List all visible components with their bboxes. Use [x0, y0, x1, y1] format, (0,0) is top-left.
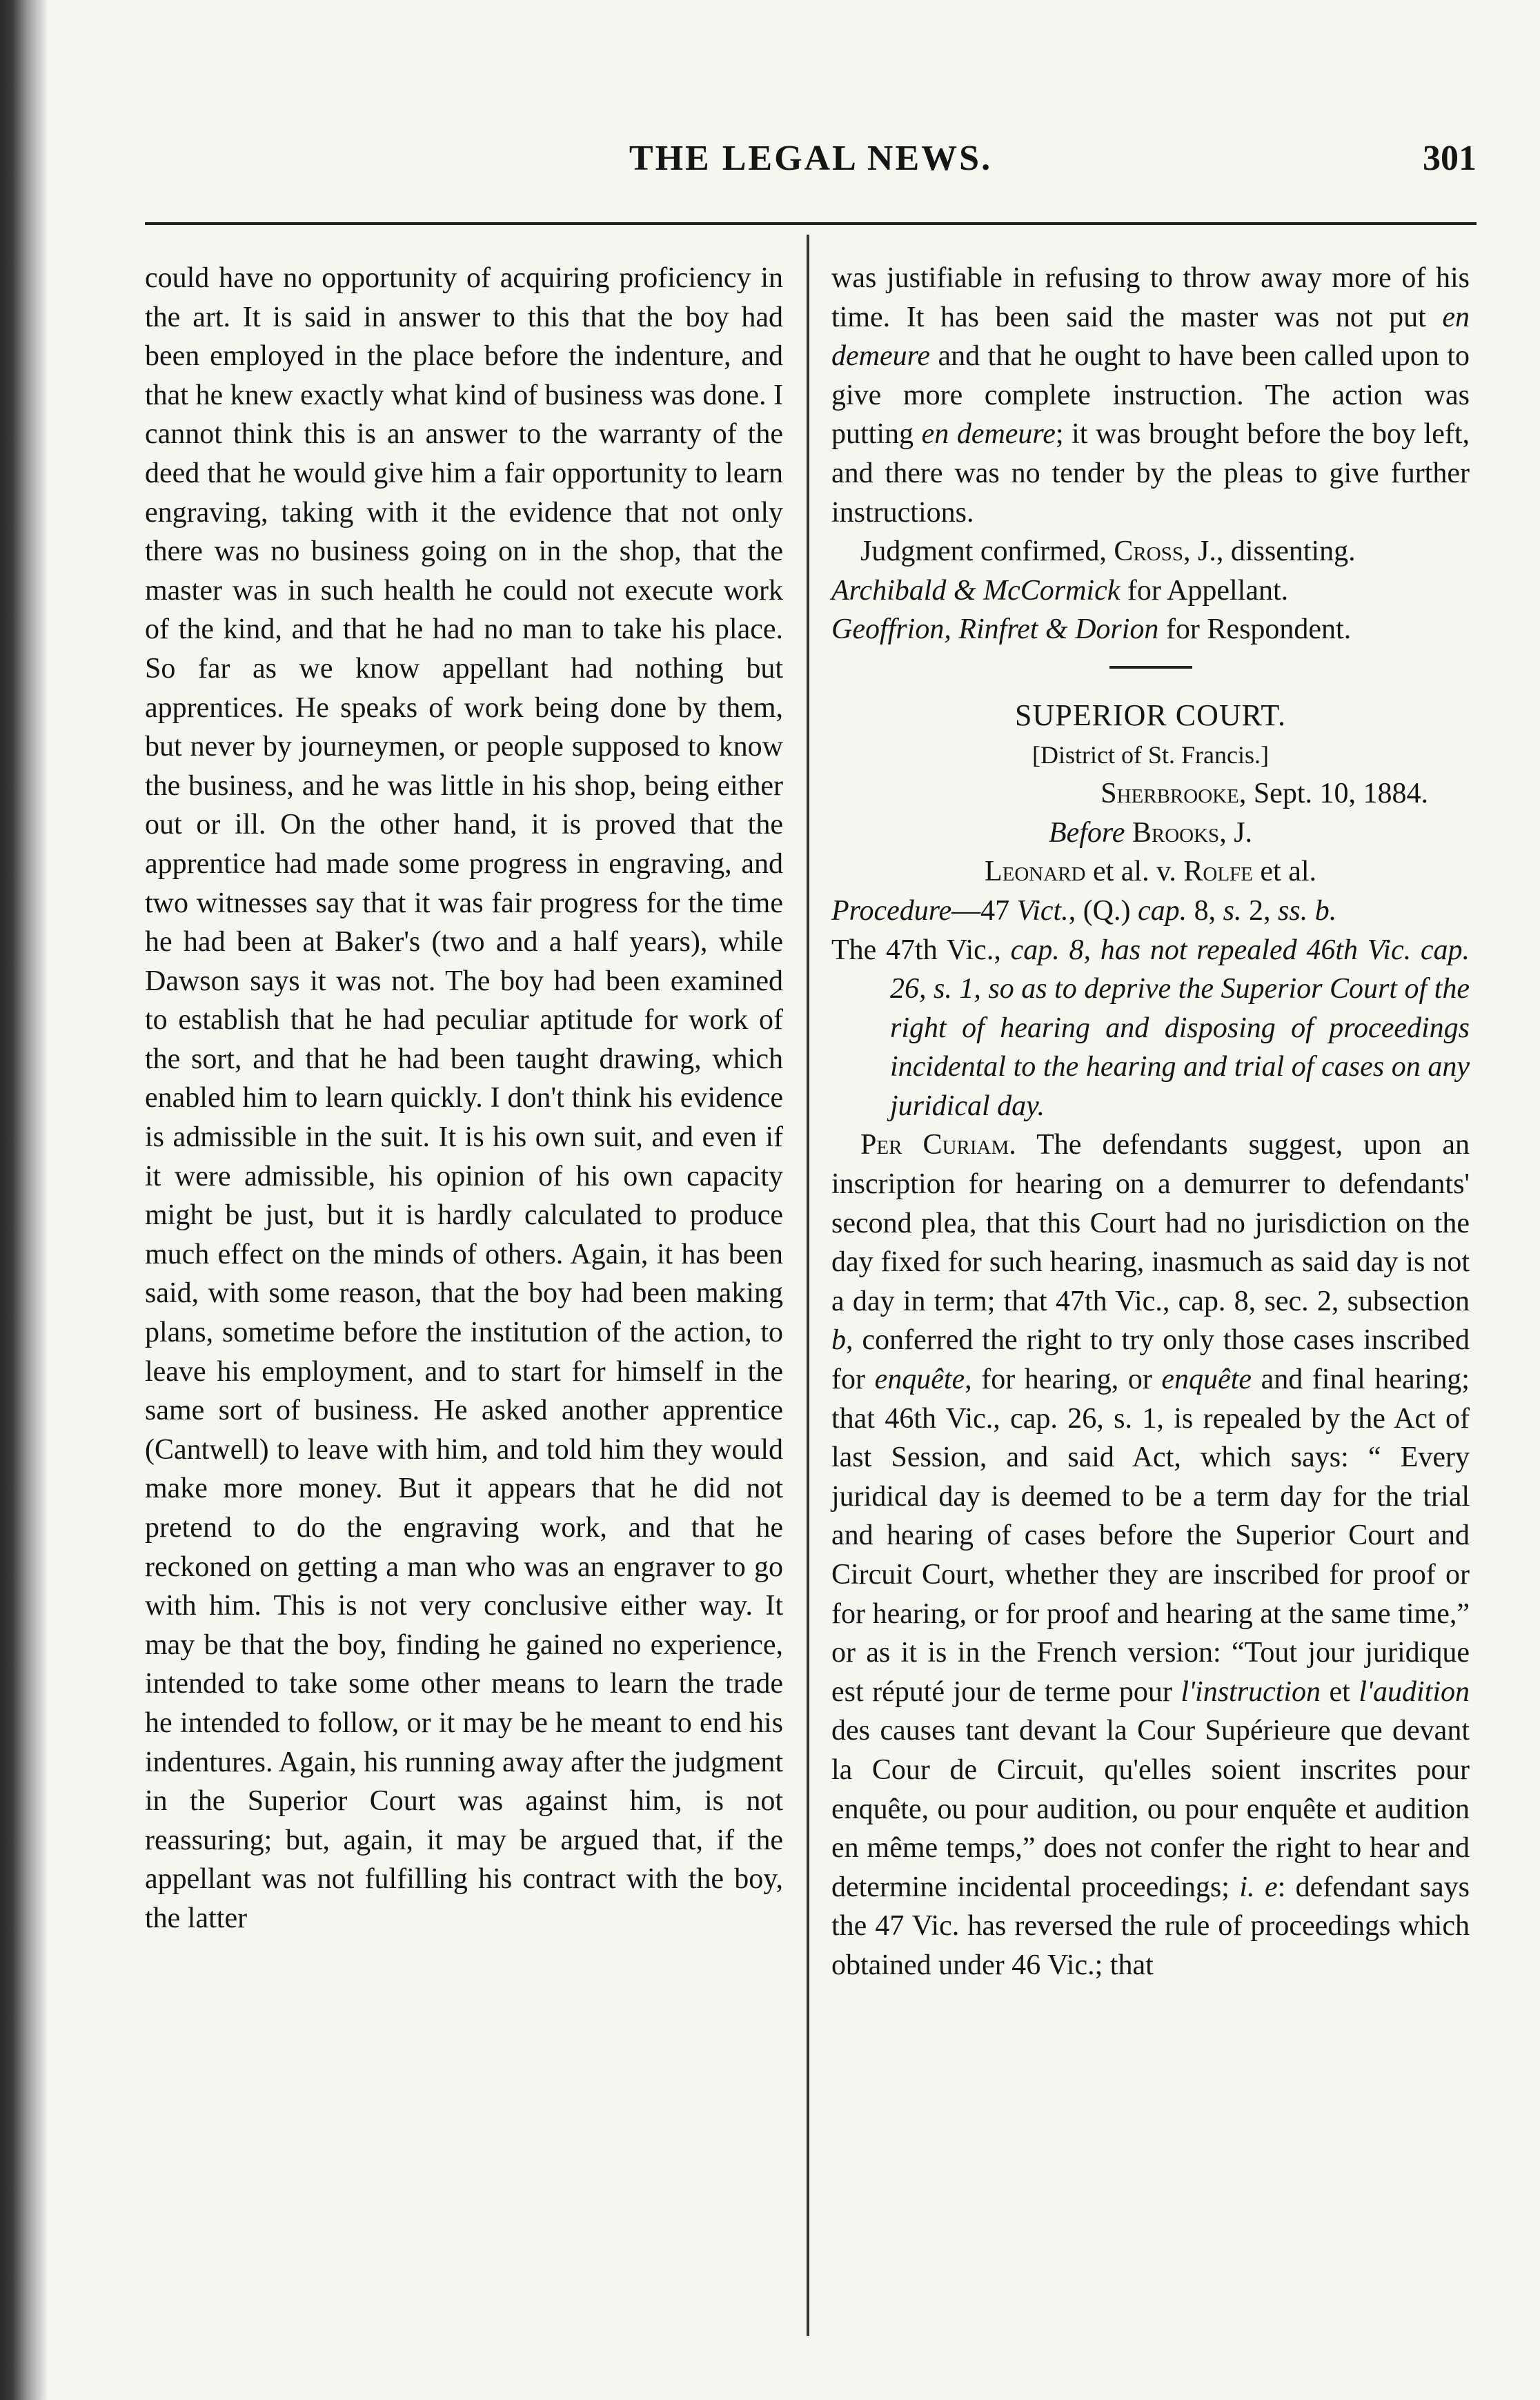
page-number: 301	[1423, 139, 1477, 178]
judge-name: Cross	[1114, 535, 1183, 568]
text-run: s.	[1223, 894, 1242, 927]
party-name: Leonard	[984, 856, 1086, 888]
counsel-role: for Appellant.	[1120, 574, 1289, 607]
right-column	[831, 259, 1470, 1985]
text-run: and final hearing; that 46th Vic., cap. 26, s. 1, is repealed by the Act of last Session, and said Act, which says: “ Every juridical day is deemed to be a term day for the trial and hearing of cases before the Superior Court and Circuit Court, whether they are inscribed for proof or for hearing, or for proof and hearing at the same time,” or as it is in the French version: “Tout jour juridique est réputé jour de terme pour	[831, 1364, 1470, 1708]
per-curiam-paragraph	[831, 1125, 1470, 1985]
text-run: was justifiable in refusing to throw away more of his time. It has been said the master was not put	[831, 262, 1470, 333]
running-title: THE LEGAL NEWS.	[629, 139, 993, 178]
italic-phrase: enquête	[874, 1364, 965, 1396]
italic-phrase: l'audition	[1359, 1675, 1470, 1708]
italic-phrase: b	[831, 1324, 846, 1357]
judge-name: Brooks	[1125, 816, 1220, 849]
text-run: ss. b.	[1278, 894, 1337, 927]
judgment-line	[831, 532, 1470, 571]
text-run: : defendant says the 47 Vic. has reversed the rule of proceedings which obtained under 46 Vic.; that	[831, 1871, 1470, 1981]
syllabus-title	[831, 892, 1470, 931]
headnote	[831, 931, 1470, 1126]
left-column	[145, 259, 783, 1938]
italic-phrase: i. e	[1239, 1871, 1278, 1903]
court-heading: SUPERIOR COURT.	[1015, 698, 1286, 732]
opinion-conclusion-paragraph	[831, 259, 1470, 532]
text-run: Procedure	[831, 894, 952, 927]
counsel-appellant	[831, 571, 1470, 611]
counsel-name: Geoffrion, Rinfret & Dorion	[831, 613, 1159, 646]
page	[145, 138, 1477, 2346]
text-run: —47	[951, 894, 1017, 927]
italic-phrase: en demeure	[921, 418, 1056, 451]
case-caption	[831, 852, 1470, 892]
before-line	[831, 814, 1470, 853]
text-run: , conferred the right to try only those cases inscribed for	[831, 1324, 1470, 1396]
text-run: . The defendants suggest, upon an inscription for hearing on a demurrer to defendants' second plea, that this Court had no jurisdiction on the day fixed for such hearing, inasmuch as said day is not a day in term; that 47th Vic., cap. 8, sec. 2, subsection	[831, 1129, 1470, 1317]
text-run: 2,	[1241, 894, 1279, 927]
italic-phrase: en demeure	[831, 301, 1470, 373]
text-run: , Sept. 10, 1884.	[1238, 778, 1428, 810]
counsel-name: Archibald & McCormick	[831, 574, 1121, 607]
text-run: ; it was brought before the boy left, and there was no tender by the pleas to give further instructions.	[831, 418, 1470, 529]
district-line: [District of St. Francis.]	[1032, 740, 1269, 769]
place-name: Sherbrooke	[1100, 778, 1239, 810]
header-rule	[145, 222, 1477, 225]
text-run: et	[1321, 1675, 1359, 1708]
italic-phrase: Before	[1048, 816, 1125, 849]
italic-phrase: l'instruction	[1181, 1675, 1321, 1708]
text-run: Judgment confirmed,	[860, 535, 1114, 568]
italic-phrase: enquête	[1161, 1364, 1252, 1396]
text-run: , J., dissenting.	[1183, 535, 1356, 568]
per-curiam-label: Per Curiam	[860, 1129, 1009, 1161]
book-spine-shadow	[0, 0, 48, 2400]
counsel-respondent	[831, 610, 1470, 649]
text-run: , for hearing, or	[965, 1364, 1162, 1396]
text-run: et al. v.	[1085, 856, 1184, 888]
date-line	[831, 774, 1470, 814]
text-run: , (Q.)	[1068, 894, 1138, 927]
text-run: cap.	[1010, 934, 1060, 966]
text-run: , J.	[1219, 816, 1253, 849]
party-name: Rolfe	[1183, 856, 1253, 888]
text-run: des causes tant devant la Cour Supérieure que devant la Cour de Circuit, qu'elles soient inscrites pour enquête, ou pour audition, ou pour enquête et audition en même temps,” does not confer the right to hear and determine incidental proceedings;	[831, 1715, 1470, 1903]
text-run: et al.	[1252, 856, 1317, 888]
counsel-role: for Respondent.	[1158, 613, 1352, 646]
section-rule	[1109, 666, 1192, 669]
text-run: 8, has not repealed 46th Vic. cap. 26, s. 1, so as to deprive the Superior Court of the right of hearing and disposing of proceedings incidental to the hearing and trial of cases on any juridical day.	[890, 934, 1470, 1122]
text-run: and that he ought to have been called upon to give more complete instruction. The action was putting	[831, 340, 1470, 451]
column-divider	[807, 235, 809, 2336]
text-run: cap.	[1138, 894, 1187, 927]
left-column-paragraph: could have no opportunity of acquiring proficiency in the art. It is said in answer to this that the boy had been employed in the place before the indenture, and that he knew exactly what kind of business was done. I cannot think this is an answer to the warranty of the deed that he would give him a fair opportunity to learn engraving, taking with it the evidence that not only there was no business going on in the shop, that the master was in such health he could not execute work of the kind, and that he had no man to take his place. So far as we know appellant had nothing but apprentices. He speaks of work being done by them, but never by journeymen, or people supposed to know the business, and he was little in his shop, being either out or ill. On the other hand, it is proved that the apprentice had made some progress in engraving, and two witnesses say that it was fair progress for the time he had been at Baker's (two and a half years), while Dawson says it was not. The boy had been examined to establish that he had peculiar aptitude for work of the sort, and that he had been taught drawing, which enabled him to learn quickly. I don't think his evidence is admissible in the suit. It is his own suit, and even if it were admissible, his opinion of his own capacity might be just, but it is hardly calculated to produce much effect on the minds of others. Again, it has been said, with some reason, that the boy had been making plans, sometime before the institution of the action, to leave his employment, and to start for himself in the same sort of business. He asked another apprentice (Cantwell) to leave with him, and told him they would make more money. But it appears that he did not pretend to do the engraving work, and that he reckoned on getting a man who was an engraver to go with him. This is not very conclusive either way. It may be that the boy, finding he gained no experience, intended to take some other means to learn the trade he intended to follow, or it may be he meant to end his indentures. Again, his running away after the judgment in the Superior Court was against him, is not reassuring; but, again, it may be argued that, if the appellant was not fulfilling his contract with the boy, the latter	[145, 262, 783, 1934]
text-run: 8,	[1187, 894, 1223, 927]
text-run: Vict.	[1016, 894, 1069, 927]
text-run: 47th Vic.,	[886, 934, 1011, 966]
text-run: The	[831, 934, 887, 966]
page-header	[145, 138, 1477, 200]
